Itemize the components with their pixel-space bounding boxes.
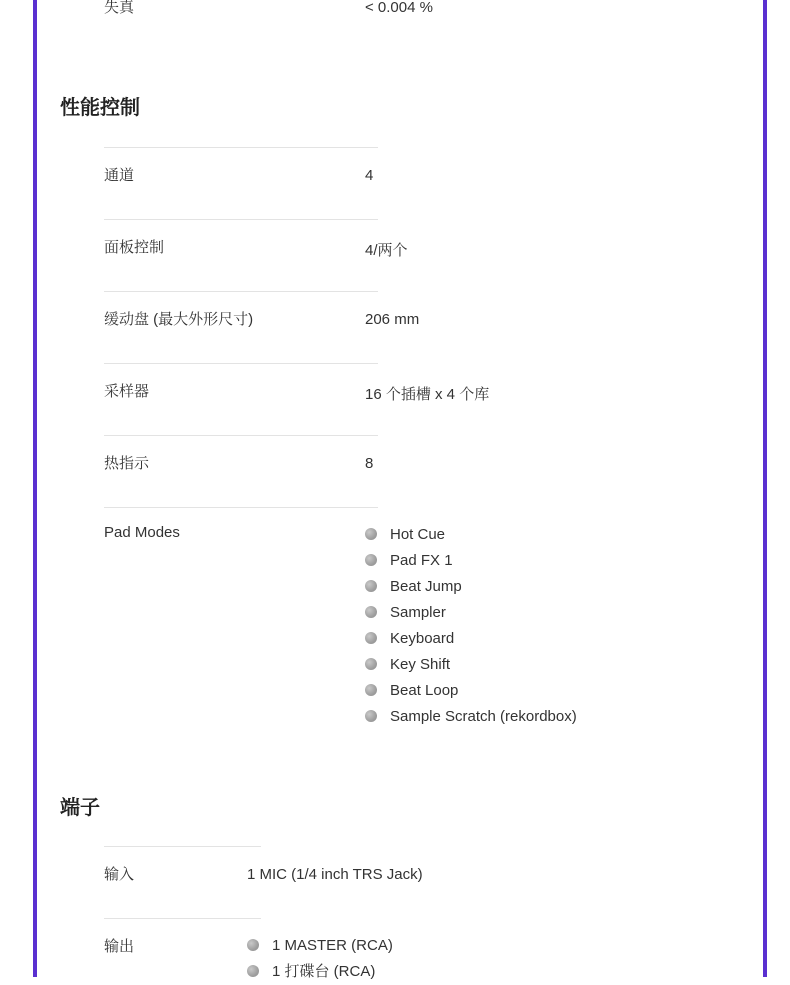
pad-mode-label: Beat Jump — [390, 578, 462, 595]
pad-mode-label: Pad FX 1 — [390, 552, 453, 569]
spec-value-distortion: < 0.004 % — [365, 0, 433, 16]
spec-label-sampler: 采样器 — [104, 383, 150, 400]
spec-label-distortion: 失真 — [104, 0, 135, 16]
spec-value-channels: 4 — [365, 167, 374, 184]
pad-modes-list — [364, 522, 577, 730]
list-item — [364, 600, 577, 626]
spec-value-jog-wheel: 206 mm — [365, 311, 420, 328]
list-item — [364, 678, 577, 704]
spec-label-input: 输入 — [104, 866, 135, 883]
bullet-icon — [365, 580, 377, 592]
section-title-terminals: 端子 — [60, 797, 100, 819]
output-list — [246, 933, 393, 985]
bullet-icon — [247, 939, 259, 951]
list-item — [246, 933, 393, 959]
spec-label-pad-modes: Pad Modes — [104, 524, 180, 541]
row-divider — [104, 291, 378, 292]
section-title-performance: 性能控制 — [60, 97, 140, 119]
bullet-icon — [365, 684, 377, 696]
spec-value-hot-cues: 8 — [365, 455, 374, 472]
list-item — [364, 704, 577, 730]
page-frame-right — [763, 0, 767, 977]
list-item — [364, 522, 577, 548]
spec-label-channels: 通道 — [104, 167, 135, 184]
list-item — [364, 548, 577, 574]
pad-mode-label: Key Shift — [390, 656, 451, 673]
spec-value-input: 1 MIC (1/4 inch TRS Jack) — [247, 866, 423, 883]
page-frame-left — [33, 0, 37, 977]
spec-value-deck-control: 4/两个 — [365, 242, 408, 259]
bullet-icon — [365, 632, 377, 644]
row-divider — [104, 219, 378, 220]
spec-label-jog-wheel: 缓动盘 (最大外形尺寸) — [104, 311, 254, 328]
bullet-icon — [365, 528, 377, 540]
bullet-icon — [365, 658, 377, 670]
bullet-icon — [365, 606, 377, 618]
row-divider — [104, 435, 378, 436]
bullet-icon — [365, 710, 377, 722]
output-label: 1 MASTER (RCA) — [272, 937, 393, 954]
pad-mode-label: Sampler — [390, 604, 446, 621]
row-divider — [104, 147, 378, 148]
row-divider — [104, 363, 378, 364]
output-label: 1 打碟台 (RCA) — [272, 963, 376, 980]
list-item — [246, 959, 393, 985]
pad-mode-label: Beat Loop — [390, 682, 459, 699]
row-divider — [104, 507, 378, 508]
spec-label-hot-cues: 热指示 — [104, 455, 150, 472]
spec-label-deck-control: 面板控制 — [104, 239, 165, 256]
spec-label-output: 输出 — [104, 938, 135, 955]
row-divider — [104, 918, 261, 919]
bullet-icon — [365, 554, 377, 566]
pad-mode-label: Sample Scratch (rekordbox) — [390, 708, 577, 725]
row-divider — [104, 846, 261, 847]
list-item — [364, 626, 577, 652]
list-item — [364, 652, 577, 678]
list-item — [364, 574, 577, 600]
pad-mode-label: Keyboard — [390, 630, 455, 647]
bullet-icon — [247, 965, 259, 977]
spec-value-sampler: 16 个插槽 x 4 个库 — [365, 386, 490, 403]
pad-mode-label: Hot Cue — [390, 526, 446, 543]
